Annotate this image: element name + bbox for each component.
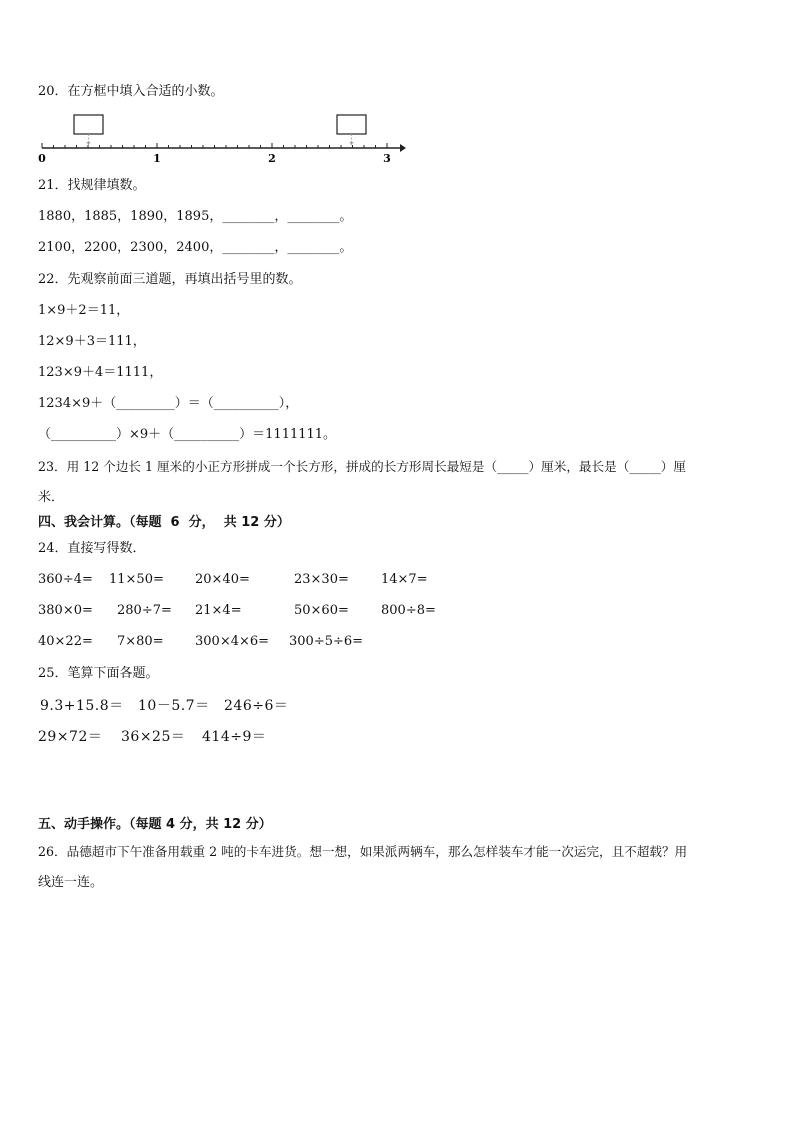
- answer-box-1[interactable]: [74, 115, 103, 134]
- tick-label-2: 2: [268, 152, 276, 165]
- answer-box-2[interactable]: [337, 115, 366, 134]
- tick-label-1: 1: [153, 152, 161, 165]
- q22-line-1: 1×9＋2＝11，: [38, 303, 130, 318]
- number-line: [34, 112, 414, 167]
- q24-cell: 7×80=: [117, 634, 164, 649]
- q22-line-2: 12×9＋3＝111，: [38, 334, 146, 349]
- q25-cell: 10－5.7＝: [138, 698, 210, 714]
- q25-cell: 36×25＝: [121, 729, 186, 745]
- q25-cell: 9.3+15.8＝: [40, 698, 124, 714]
- q26-line-2: 线连一连。: [38, 875, 104, 890]
- q24-cell: 300÷5÷6=: [289, 634, 364, 649]
- pointer-arrow-icon: [87, 142, 91, 145]
- q24-title: 24．直接写得数．: [38, 541, 146, 556]
- q22-line-4: 1234×9＋（_________）＝（__________），: [38, 396, 299, 411]
- q24-cell: 360÷4=: [38, 572, 93, 587]
- q24-cell: 50×60=: [294, 603, 349, 618]
- q24-cell: 14×7=: [381, 572, 428, 587]
- q24-cell: 11×50=: [109, 572, 164, 587]
- q25-cell: 246÷6＝: [224, 698, 289, 714]
- tick-label-3: 3: [383, 152, 391, 165]
- q24-cell: 23×30=: [294, 572, 349, 587]
- section-5-heading: 五、动手操作。（每题 4 分，共 12 分）: [38, 817, 272, 832]
- q26-line-1: 26．品德超市下午准备用载重 2 吨的卡车进货。想一想，如果派两辆车，那么怎样装车才能一次运完，且不超载？用: [38, 844, 688, 859]
- q22-title: 22．先观察前面三道题，再填出括号里的数。: [38, 272, 302, 287]
- q21-title: 21．找规律填数。: [38, 178, 146, 193]
- q25-cell: 29×72＝: [38, 729, 103, 745]
- q20-title: 20．在方框中填入合适的小数。: [38, 84, 224, 99]
- q24-cell: 800÷8=: [381, 603, 436, 618]
- q22-line-5: （__________）×9＋（__________）＝1111111。: [38, 427, 337, 442]
- q24-cell: 20×40=: [195, 572, 250, 587]
- tick-label-0: 0: [38, 152, 46, 165]
- q24-cell: 280÷7=: [117, 603, 172, 618]
- pointer-arrow-icon: [350, 142, 354, 145]
- q24-cell: 380×0=: [38, 603, 93, 618]
- q24-cell: 21×4=: [195, 603, 242, 618]
- section-4-heading: 四、我会计算。（每题 6 分， 共 12 分）: [38, 515, 290, 530]
- q23-line-2: 米．: [38, 490, 65, 505]
- q25-title: 25．笔算下面各题。: [38, 666, 159, 681]
- q23-line-1: 23．用 12 个边长 1 厘米的小正方形拼成一个长方形，拼成的长方形周长最短是（_____）厘米，最长是（_____）厘: [38, 459, 686, 474]
- q21-line-2: 2100，2200，2300，2400，________，________。: [38, 240, 353, 255]
- q24-cell: 40×22=: [38, 634, 93, 649]
- q24-cell: 300×4×6=: [195, 634, 270, 649]
- arrow-head-icon: [400, 144, 406, 152]
- q25-cell: 414÷9＝: [202, 729, 267, 745]
- q21-line-1: 1880，1885，1890，1895，________，________。: [38, 209, 353, 224]
- q22-line-3: 123×9＋4＝1111，: [38, 365, 163, 380]
